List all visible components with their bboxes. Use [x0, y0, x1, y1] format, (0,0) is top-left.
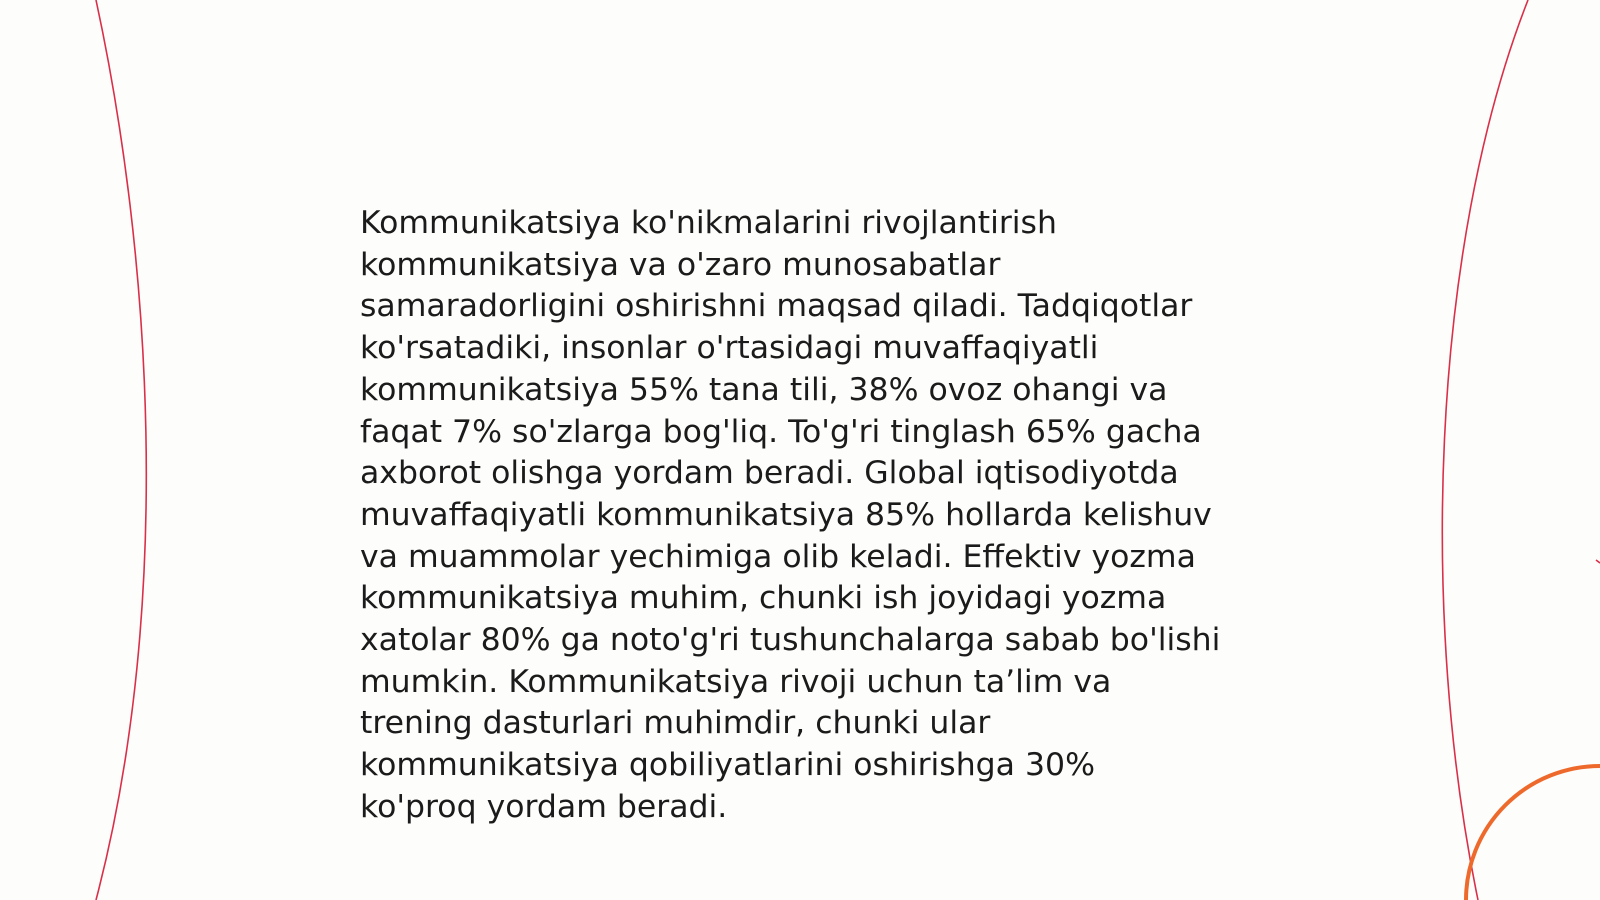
right-edge-tick — [1596, 560, 1600, 563]
left-decorative-arc — [96, 0, 146, 900]
right-decorative-arc — [1442, 0, 1528, 900]
orange-decorative-circle — [1466, 766, 1600, 900]
slide-body-text: Kommunikatsiya ko'nikmalarini rivojlantirish kommunikatsiya va o'zaro munosabatlar samaradorligini oshirishni maqsad qiladi. Tadqiqotlar ko'rsatadiki, insonlar o'rtasidagi muvaffaqiyatli kommunikatsiya 55% tana tili, 38% ovoz ohangi va faqat 7% so'zlarga bog'liq. To'g'ri tinglash 65% gacha axborot olishga yordam beradi. Global iqtisodiyotda muvaffaqiyatli kommunikatsiya 85% hollarda kelishuv va muammolar yechimiga olib keladi. Effektiv yozma kommunikatsiya muhim, chunki ish joyidagi yozma xatolar 80% ga noto'g'ri tushunchalarga sabab bo'lishi mumkin. Kommunikatsiya rivoji uchun ta’lim va trening dasturlari muhimdir, chunki ular kommunikatsiya qobiliyatlarini oshirishga 30% ko'proq yordam beradi. — [360, 205, 1221, 825]
